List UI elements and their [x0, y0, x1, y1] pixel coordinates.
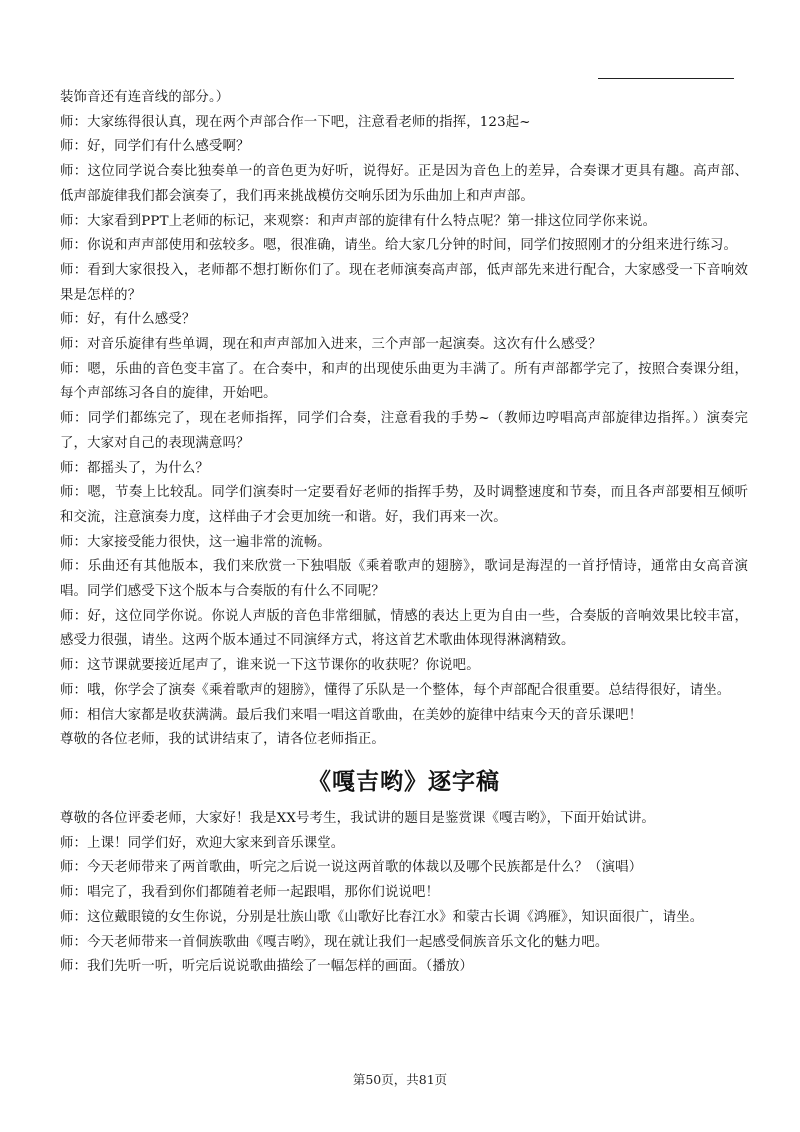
- paragraph: 师：对音乐旋律有些单调，现在和声声部加入进来，三个声部一起演奏。这次有什么感受？: [60, 337, 602, 353]
- document-body: [60, 86, 748, 980]
- paragraph: 师：今天老师带来了两首歌曲，听完之后说一说这两首歌的体裁以及哪个民族都是什么？（演唱）: [60, 860, 643, 876]
- header-rule: [598, 78, 734, 79]
- paragraph: 师：哦，你学会了演奏《乘着歌声的翅膀》，懂得了乐队是一个整体，每个声部配合很重要。总结得很好，请坐。: [60, 682, 731, 698]
- section-1: [60, 86, 748, 753]
- paragraph: 师：我们先听一听，听完后说说歌曲描绘了一幅怎样的画面。（播放）: [60, 959, 474, 975]
- paragraph: 师：大家看到PPT上老师的标记，来观察：和声声部的旋律有什么特点呢？第一排这位同学你来说。: [60, 213, 657, 229]
- paragraph: 师：好，有什么感受？: [60, 312, 196, 328]
- paragraph: 师：唱完了，我看到你们都随着老师一起跟唱，那你们说说吧！: [60, 885, 440, 901]
- paragraph: 尊敬的各位评委老师，大家好！我是XX号考生，我试讲的题目是鉴赏课《嘎吉哟》，下面开始试讲。: [60, 810, 655, 826]
- paragraph: 师：乐曲还有其他版本，我们来欣赏一下独唱版《乘着歌声的翅膀》，歌词是海涅的一首抒情诗，通常由女高音演唱。同学们感受下这个版本与合奏版的有什么不同呢？: [60, 559, 748, 600]
- paragraph: 师：都摇头了，为什么？: [60, 460, 209, 476]
- paragraph: 师：这位戴眼镜的女生你说，分别是壮族山歌《山歌好比春江水》和蒙古长调《鸿雁》，知识面很广，请坐。: [60, 909, 704, 925]
- paragraph: 师：大家练得很认真，现在两个声部合作一下吧，注意看老师的指挥，123起~: [60, 114, 531, 130]
- paragraph: 师：同学们都练完了，现在老师指挥，同学们合奏，注意看我的手势~（教师边哼唱高声部旋律边指挥。）演奏完了，大家对自己的表现满意吗？: [60, 411, 748, 451]
- paragraph: 装饰音还有连音线的部分。）: [60, 90, 230, 105]
- paragraph: 师：嗯，乐曲的音色变丰富了。在合奏中，和声的出现使乐曲更为丰满了。所有声部都学完了，按照合奏课分组，每个声部练习各自的旋律，开始吧。: [60, 361, 748, 402]
- paragraph: 师：好，同学们有什么感受啊？: [60, 139, 250, 155]
- paragraph: 师：这节课就要接近尾声了，谁来说一下这节课你的收获呢？你说吧。: [60, 658, 480, 674]
- paragraph: 师：这位同学说合奏比独奏单一的音色更为好听，说得好。正是因为音色上的差异，合奏课才更具有趣。高声部、低声部旋律我们都会演奏了，我们再来挑战模仿交响乐团为乐曲加上和声声部。: [60, 164, 748, 204]
- document-title: 《嘎吉哟》逐字稿: [308, 767, 500, 795]
- paragraph: 师：相信大家都是收获满满。最后我们来唱一唱这首歌曲，在美妙的旋律中结束今天的音乐课吧！: [60, 707, 643, 723]
- paragraph: 师：你说和声声部使用和弦较多。嗯，很准确，请坐。给大家几分钟的时间，同学们按照刚才的分组来进行练习。: [60, 238, 738, 254]
- paragraph: 师：今天老师带来一首侗族歌曲《嘎吉哟》，现在就让我们一起感受侗族音乐文化的魅力吧。: [60, 934, 609, 950]
- paragraph: 师：看到大家很投入，老师都不想打断你们了。现在老师演奏高声部，低声部先来进行配合，大家感受一下音响效果是怎样的？: [60, 262, 748, 303]
- paragraph: 师：大家接受能力很快，这一遍非常的流畅。: [60, 534, 331, 550]
- paragraph: 师：嗯，节奏上比较乱。同学们演奏时一定要看好老师的指挥手势，及时调整速度和节奏，而且各声部要相互倾听和交流，注意演奏力度，这样曲子才会更加统一和谐。好，我们再来一次。: [60, 485, 748, 525]
- section-2: [60, 807, 748, 980]
- paragraph: 师：好，这位同学你说。你说人声版的音色非常细腻，情感的表达上更为自由一些，合奏版的音响效果比较丰富，感受力很强，请坐。这两个版本通过不同演绎方式，将这首艺术歌曲体现得淋漓精致。: [60, 608, 748, 649]
- page-footer: 第50页，共81页: [352, 1072, 448, 1087]
- paragraph: 尊敬的各位老师，我的试讲结束了，请各位老师指正。: [60, 732, 385, 748]
- paragraph: 师：上课！同学们好，欢迎大家来到音乐课堂。: [60, 835, 345, 851]
